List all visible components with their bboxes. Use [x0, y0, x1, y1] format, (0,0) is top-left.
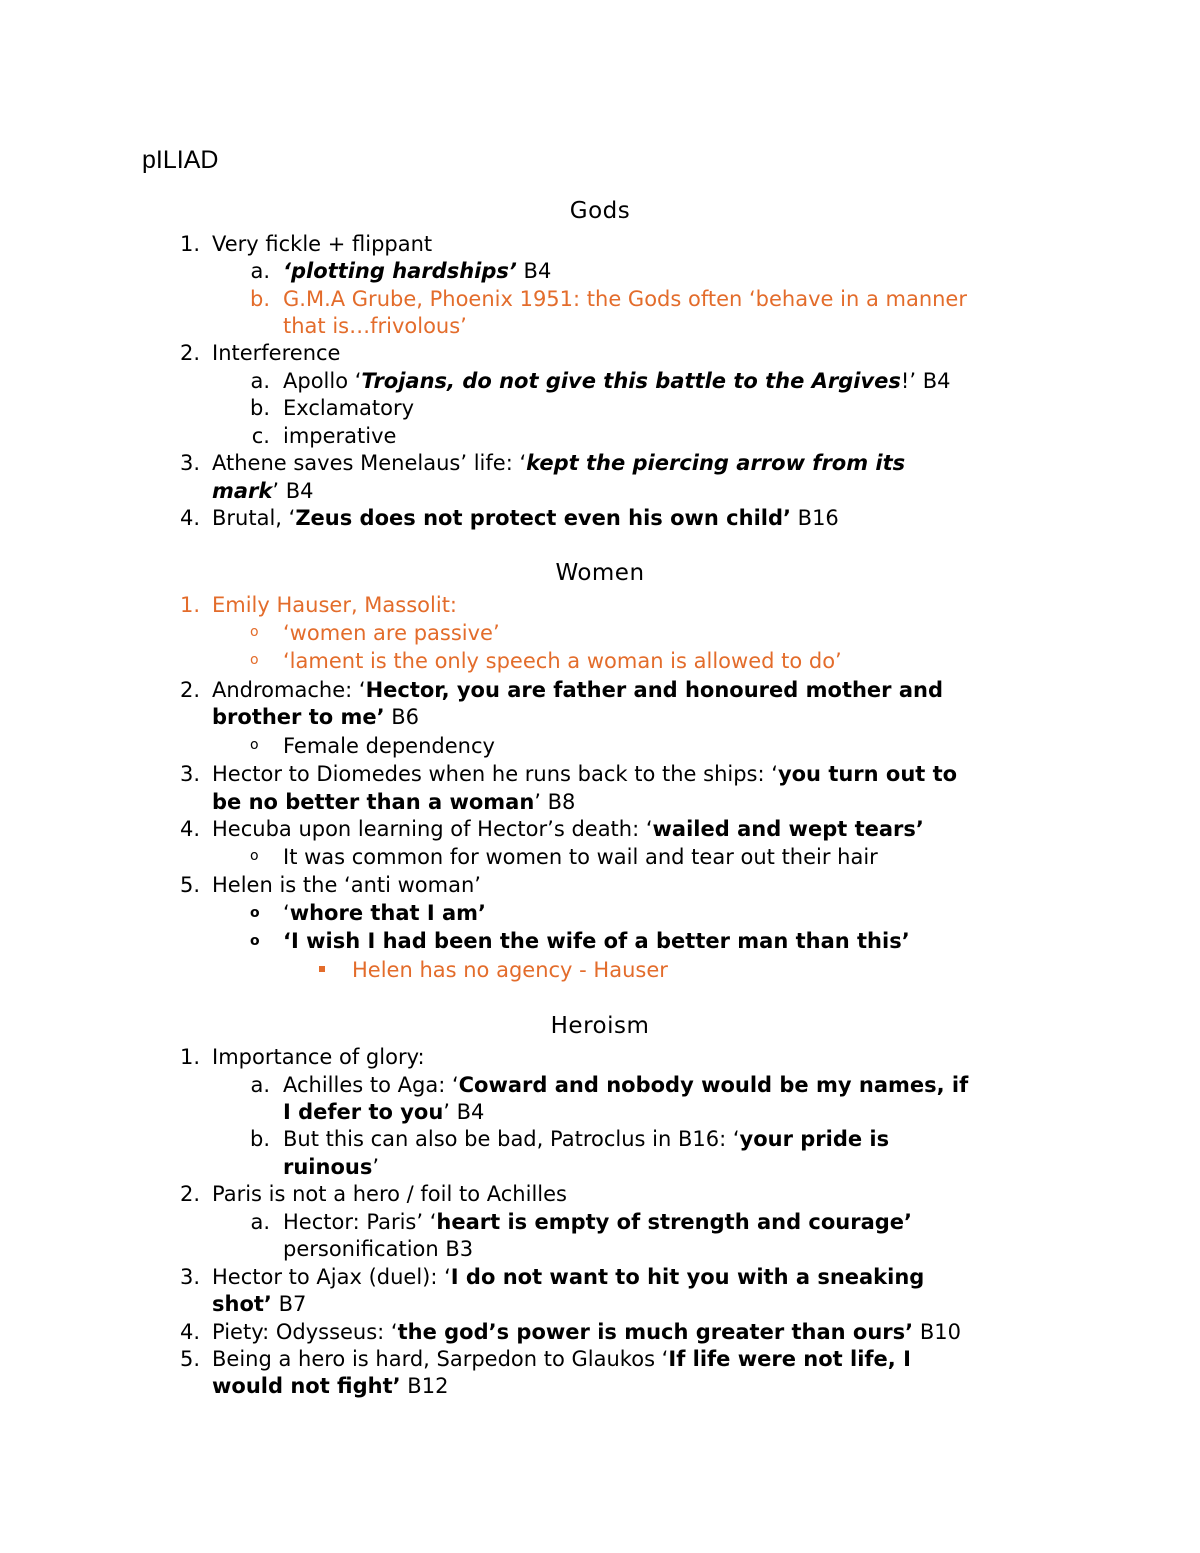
list-item-continuation: ruinous’ — [283, 1155, 380, 1179]
list-item: ‘women are passive’ — [283, 621, 500, 645]
list-item: Athene saves Menelaus’ life: ‘kept the piercing arrow from its — [212, 451, 906, 475]
list-number: 2. — [179, 341, 200, 365]
bullet-icon: o — [250, 652, 259, 668]
list-number: 2. — [179, 678, 200, 702]
list-item: Helen is the ‘anti woman’ — [212, 873, 481, 897]
bullet-icon: o — [250, 624, 259, 640]
list-number: 5. — [179, 873, 200, 897]
list-number: 4. — [179, 506, 200, 530]
list-item: Emily Hauser, Massolit: — [212, 593, 458, 617]
list-item: Female dependency — [283, 734, 495, 758]
list-item: Hector to Diomedes when he runs back to the ships: ‘you turn out to — [212, 762, 958, 786]
list-number: 4. — [179, 817, 200, 841]
list-letter: a. — [250, 369, 270, 393]
list-item: Hecuba upon learning of Hector’s death: ‘wailed and wept tears’ — [212, 817, 924, 841]
list-item: Being a hero is hard, Sarpedon to Glaukos ‘If life were not life, I — [212, 1347, 911, 1371]
list-item: Hector: Paris’ ‘heart is empty of strength and courage’ — [283, 1210, 913, 1234]
list-number: 5. — [179, 1347, 200, 1371]
list-number: 1. — [179, 232, 200, 256]
section-heading-women: Women — [555, 560, 645, 586]
list-item: Exclamatory — [283, 396, 415, 420]
list-item: But this can also be bad, Patroclus in B16: ‘your pride is — [283, 1127, 890, 1151]
list-item: Very fickle + flippant — [212, 232, 433, 256]
list-item: Brutal, ‘Zeus does not protect even his own child’ B16 — [212, 506, 839, 530]
list-letter: b. — [249, 396, 270, 420]
list-item-continuation: mark’ B4 — [212, 479, 314, 503]
list-item: imperative — [283, 424, 397, 448]
list-item: Hector to Ajax (duel): ‘I do not want to hit you with a sneaking — [212, 1265, 925, 1289]
list-letter: a. — [250, 1073, 270, 1097]
list-number: 3. — [179, 1265, 200, 1289]
list-item: Andromache: ‘Hector, you are father and honoured mother and — [212, 678, 943, 702]
list-item: Achilles to Aga: ‘Coward and nobody would be my names, if — [283, 1073, 969, 1097]
list-letter: a. — [250, 1210, 270, 1234]
list-letter: a. — [250, 259, 270, 283]
list-item: ‘plotting hardships’ B4 — [283, 259, 552, 283]
list-number: 3. — [179, 451, 200, 475]
document-title: pILIAD — [142, 146, 219, 174]
list-letter: b. — [249, 1127, 270, 1151]
list-number: 1. — [179, 593, 200, 617]
square-bullet-icon — [319, 966, 325, 972]
list-item-continuation: would not fight’ B12 — [212, 1374, 449, 1398]
list-item: Paris is not a hero / foil to Achilles — [212, 1182, 567, 1206]
list-item: Importance of glory: — [212, 1045, 425, 1069]
list-number: 1. — [179, 1045, 200, 1069]
list-item: ‘I wish I had been the wife of a better man than this’ — [283, 929, 910, 953]
list-item-continuation: personification B3 — [283, 1237, 474, 1261]
list-item-continuation: shot’ B7 — [212, 1292, 307, 1316]
list-item: Helen has no agency - Hauser — [352, 958, 668, 982]
section-heading-gods: Gods — [569, 198, 631, 224]
bullet-icon: o — [250, 737, 259, 753]
list-item: Interference — [212, 341, 341, 365]
list-letter: c. — [251, 424, 270, 448]
list-item-continuation: be no better than a woman’ B8 — [212, 790, 576, 814]
list-number: 4. — [179, 1320, 200, 1344]
section-heading-heroism: Heroism — [550, 1013, 650, 1039]
bullet-icon: o — [250, 848, 259, 864]
list-item: ‘lament is the only speech a woman is allowed to do’ — [283, 649, 842, 673]
list-item: Piety: Odysseus: ‘the god’s power is much greater than ours’ B10 — [212, 1320, 961, 1344]
list-number: 3. — [179, 762, 200, 786]
list-item: Apollo ‘Trojans, do not give this battle to the Argives!’ B4 — [283, 369, 951, 393]
list-number: 2. — [179, 1182, 200, 1206]
list-item: It was common for women to wail and tear out their hair — [283, 845, 878, 869]
list-item-continuation: brother to me’ B6 — [212, 705, 420, 729]
list-item-continuation: I defer to you’ B4 — [283, 1100, 485, 1124]
bullet-icon: o — [250, 933, 260, 949]
list-item: G.M.A Grube, Phoenix 1951: the Gods often ‘behave in a manner — [283, 287, 967, 311]
list-item: ‘whore that I am’ — [283, 901, 487, 925]
list-item-continuation: that is…frivolous’ — [283, 314, 467, 338]
bullet-icon: o — [250, 905, 260, 921]
list-letter: b. — [249, 287, 270, 311]
